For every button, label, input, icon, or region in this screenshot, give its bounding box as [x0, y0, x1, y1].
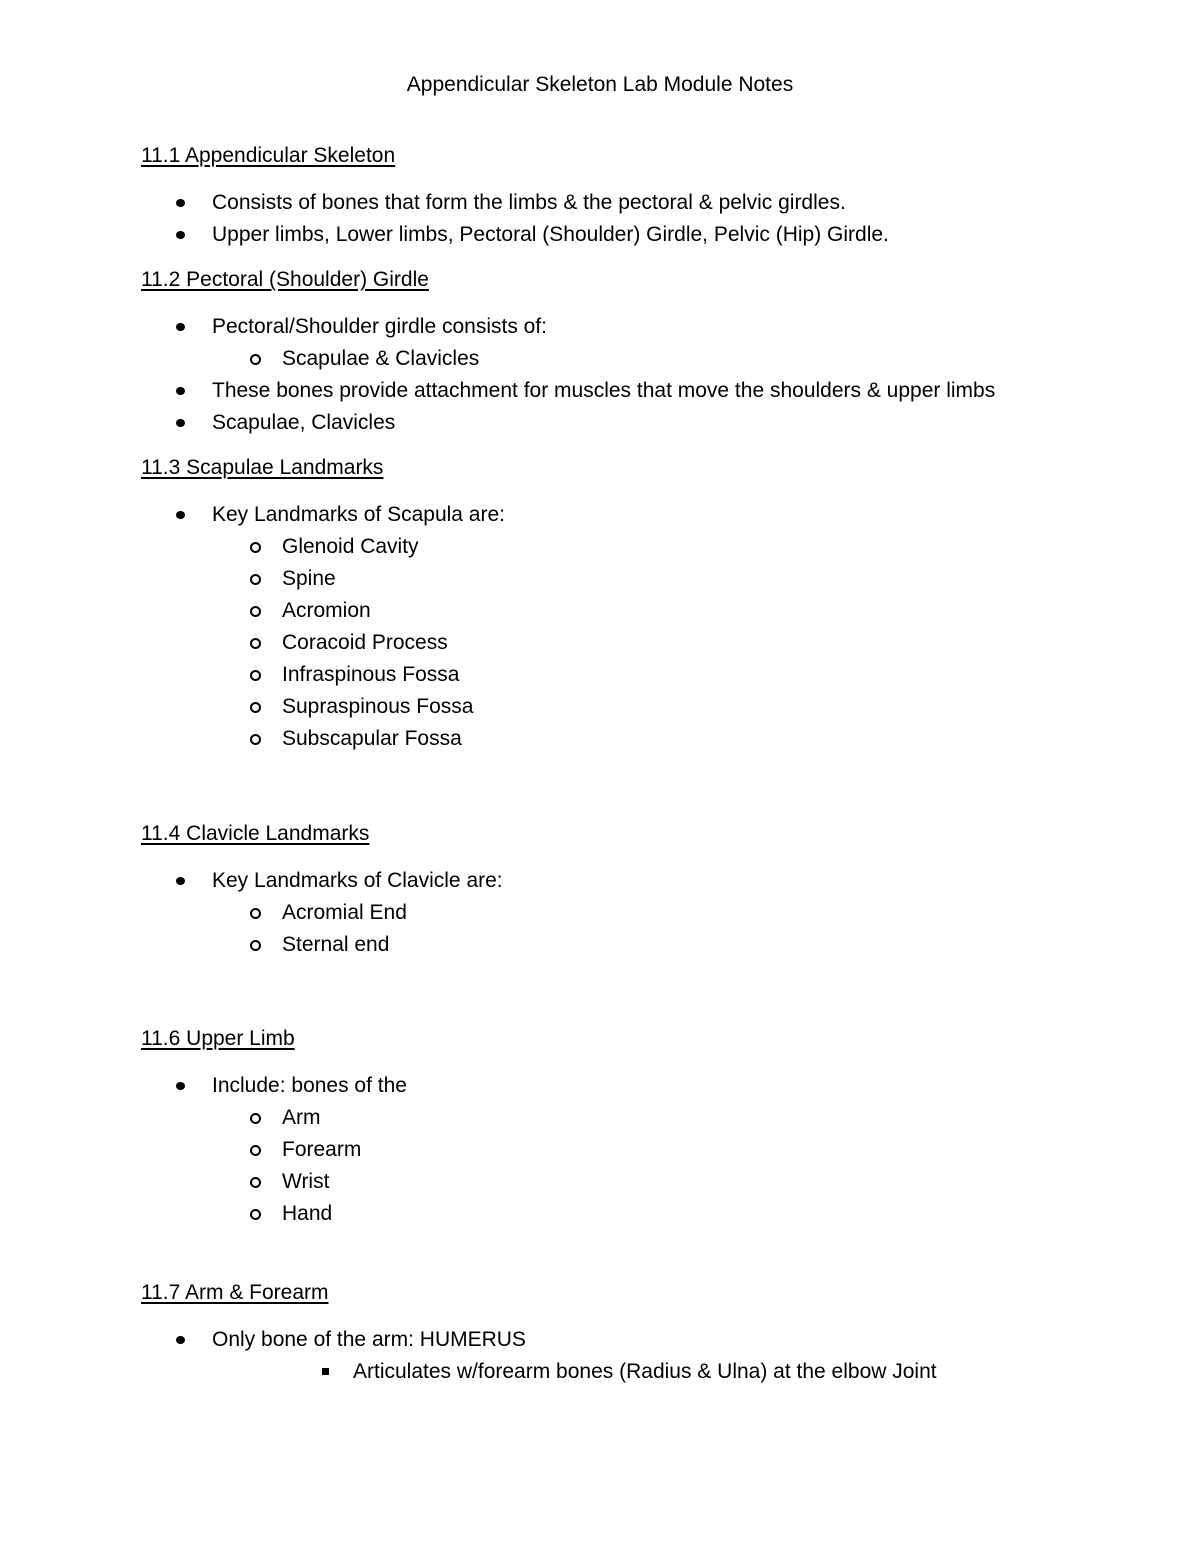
list-item	[141, 407, 1141, 439]
list-item-text: Key Landmarks of Clavicle are:	[212, 869, 503, 892]
list-item-text: Consists of bones that form the limbs & the pectoral & pelvic girdles.	[212, 191, 846, 214]
list-item-text: Arm	[282, 1106, 321, 1129]
bullet-icon	[176, 1082, 185, 1090]
square-bullet-icon	[322, 1368, 329, 1375]
circle-bullet-icon	[250, 670, 261, 681]
sub-list-item	[141, 897, 1141, 929]
circle-bullet-icon	[250, 1113, 261, 1124]
sub-list-item	[141, 929, 1141, 961]
circle-bullet-icon	[250, 574, 261, 585]
list-item-text: Scapulae, Clavicles	[212, 411, 396, 434]
bullet-list	[141, 311, 1141, 439]
list-item-text: Hand	[282, 1202, 333, 1225]
sub-list-item	[141, 563, 1141, 595]
bullet-list	[141, 1324, 1141, 1388]
list-item	[141, 499, 1141, 531]
list-item-text: Only bone of the arm: HUMERUS	[212, 1328, 526, 1351]
section-appendicular-skeleton	[141, 141, 1141, 251]
sub-list-item	[141, 1198, 1141, 1230]
bullet-list	[141, 865, 1141, 961]
circle-bullet-icon	[250, 940, 261, 951]
bullet-icon	[176, 387, 185, 395]
circle-bullet-icon	[250, 908, 261, 919]
bullet-list	[141, 1070, 1141, 1230]
section-upper-limb	[141, 1024, 1141, 1230]
section-heading: 11.2 Pectoral (Shoulder) Girdle	[141, 268, 429, 291]
list-item	[141, 375, 1141, 407]
list-item	[141, 865, 1141, 897]
circle-bullet-icon	[250, 1145, 261, 1156]
list-item-text: Sternal end	[282, 933, 390, 956]
sub-list-item	[141, 1102, 1141, 1134]
sub-list-item	[141, 1134, 1141, 1166]
list-item-text: Wrist	[282, 1170, 330, 1193]
list-item	[141, 1324, 1141, 1356]
list-item-text: Spine	[282, 567, 336, 590]
list-item-text: Key Landmarks of Scapula are:	[212, 503, 505, 526]
sub-list-item	[141, 531, 1141, 563]
section-heading: 11.4 Clavicle Landmarks	[141, 822, 370, 845]
list-item-text: Glenoid Cavity	[282, 535, 419, 558]
circle-bullet-icon	[250, 702, 261, 713]
sub-list-item	[141, 1166, 1141, 1198]
circle-bullet-icon	[250, 354, 261, 365]
list-item	[141, 219, 1141, 251]
sub-list-item	[141, 691, 1141, 723]
circle-bullet-icon	[250, 542, 261, 553]
bullet-icon	[176, 511, 185, 519]
section-clavicle-landmarks	[141, 819, 1141, 961]
list-item-text: These bones provide attachment for muscles that move the shoulders & upper limbs	[212, 379, 996, 402]
sub-list-item	[141, 659, 1141, 691]
list-item	[141, 187, 1141, 219]
list-item-text: Upper limbs, Lower limbs, Pectoral (Shoulder) Girdle, Pelvic (Hip) Girdle.	[212, 223, 889, 246]
list-item-text: Supraspinous Fossa	[282, 695, 474, 718]
list-item-text: Forearm	[282, 1138, 362, 1161]
list-item-text: Infraspinous Fossa	[282, 663, 460, 686]
list-item-text: Include: bones of the	[212, 1074, 407, 1097]
section-heading: 11.7 Arm & Forearm	[141, 1281, 329, 1304]
bullet-list	[141, 187, 1141, 251]
sub-list-item	[141, 627, 1141, 659]
sub-list-item	[141, 595, 1141, 627]
bullet-icon	[176, 419, 185, 427]
bullet-icon	[176, 877, 185, 885]
bullet-icon	[176, 199, 185, 207]
sub-list-item	[141, 343, 1141, 375]
circle-bullet-icon	[250, 1177, 261, 1188]
bullet-icon	[176, 231, 185, 239]
list-item	[141, 1070, 1141, 1102]
section-pectoral-girdle	[141, 265, 1141, 439]
document-title: Appendicular Skeleton Lab Module Notes	[406, 73, 794, 96]
list-item-text: Scapulae & Clavicles	[282, 347, 480, 370]
list-item	[141, 311, 1141, 343]
sub-sub-list-item	[141, 1356, 1141, 1388]
list-item-text: Articulates w/forearm bones (Radius & Ulna) at the elbow Joint	[353, 1360, 937, 1383]
circle-bullet-icon	[250, 1209, 261, 1220]
list-item-text: Coracoid Process	[282, 631, 448, 654]
circle-bullet-icon	[250, 606, 261, 617]
section-scapulae-landmarks	[141, 453, 1141, 755]
list-item-text: Acromion	[282, 599, 371, 622]
section-heading: 11.6 Upper Limb	[141, 1027, 295, 1050]
list-item-text: Acromial End	[282, 901, 407, 924]
bullet-icon	[176, 323, 185, 331]
bullet-list	[141, 499, 1141, 755]
section-heading: 11.3 Scapulae Landmarks	[141, 456, 384, 479]
circle-bullet-icon	[250, 638, 261, 649]
bullet-icon	[176, 1336, 185, 1344]
circle-bullet-icon	[250, 734, 261, 745]
section-heading: 11.1 Appendicular Skeleton	[141, 144, 396, 167]
section-arm-forearm	[141, 1278, 1141, 1388]
list-item-text: Pectoral/Shoulder girdle consists of:	[212, 315, 548, 338]
sub-list-item	[141, 723, 1141, 755]
list-item-text: Subscapular Fossa	[282, 727, 462, 750]
